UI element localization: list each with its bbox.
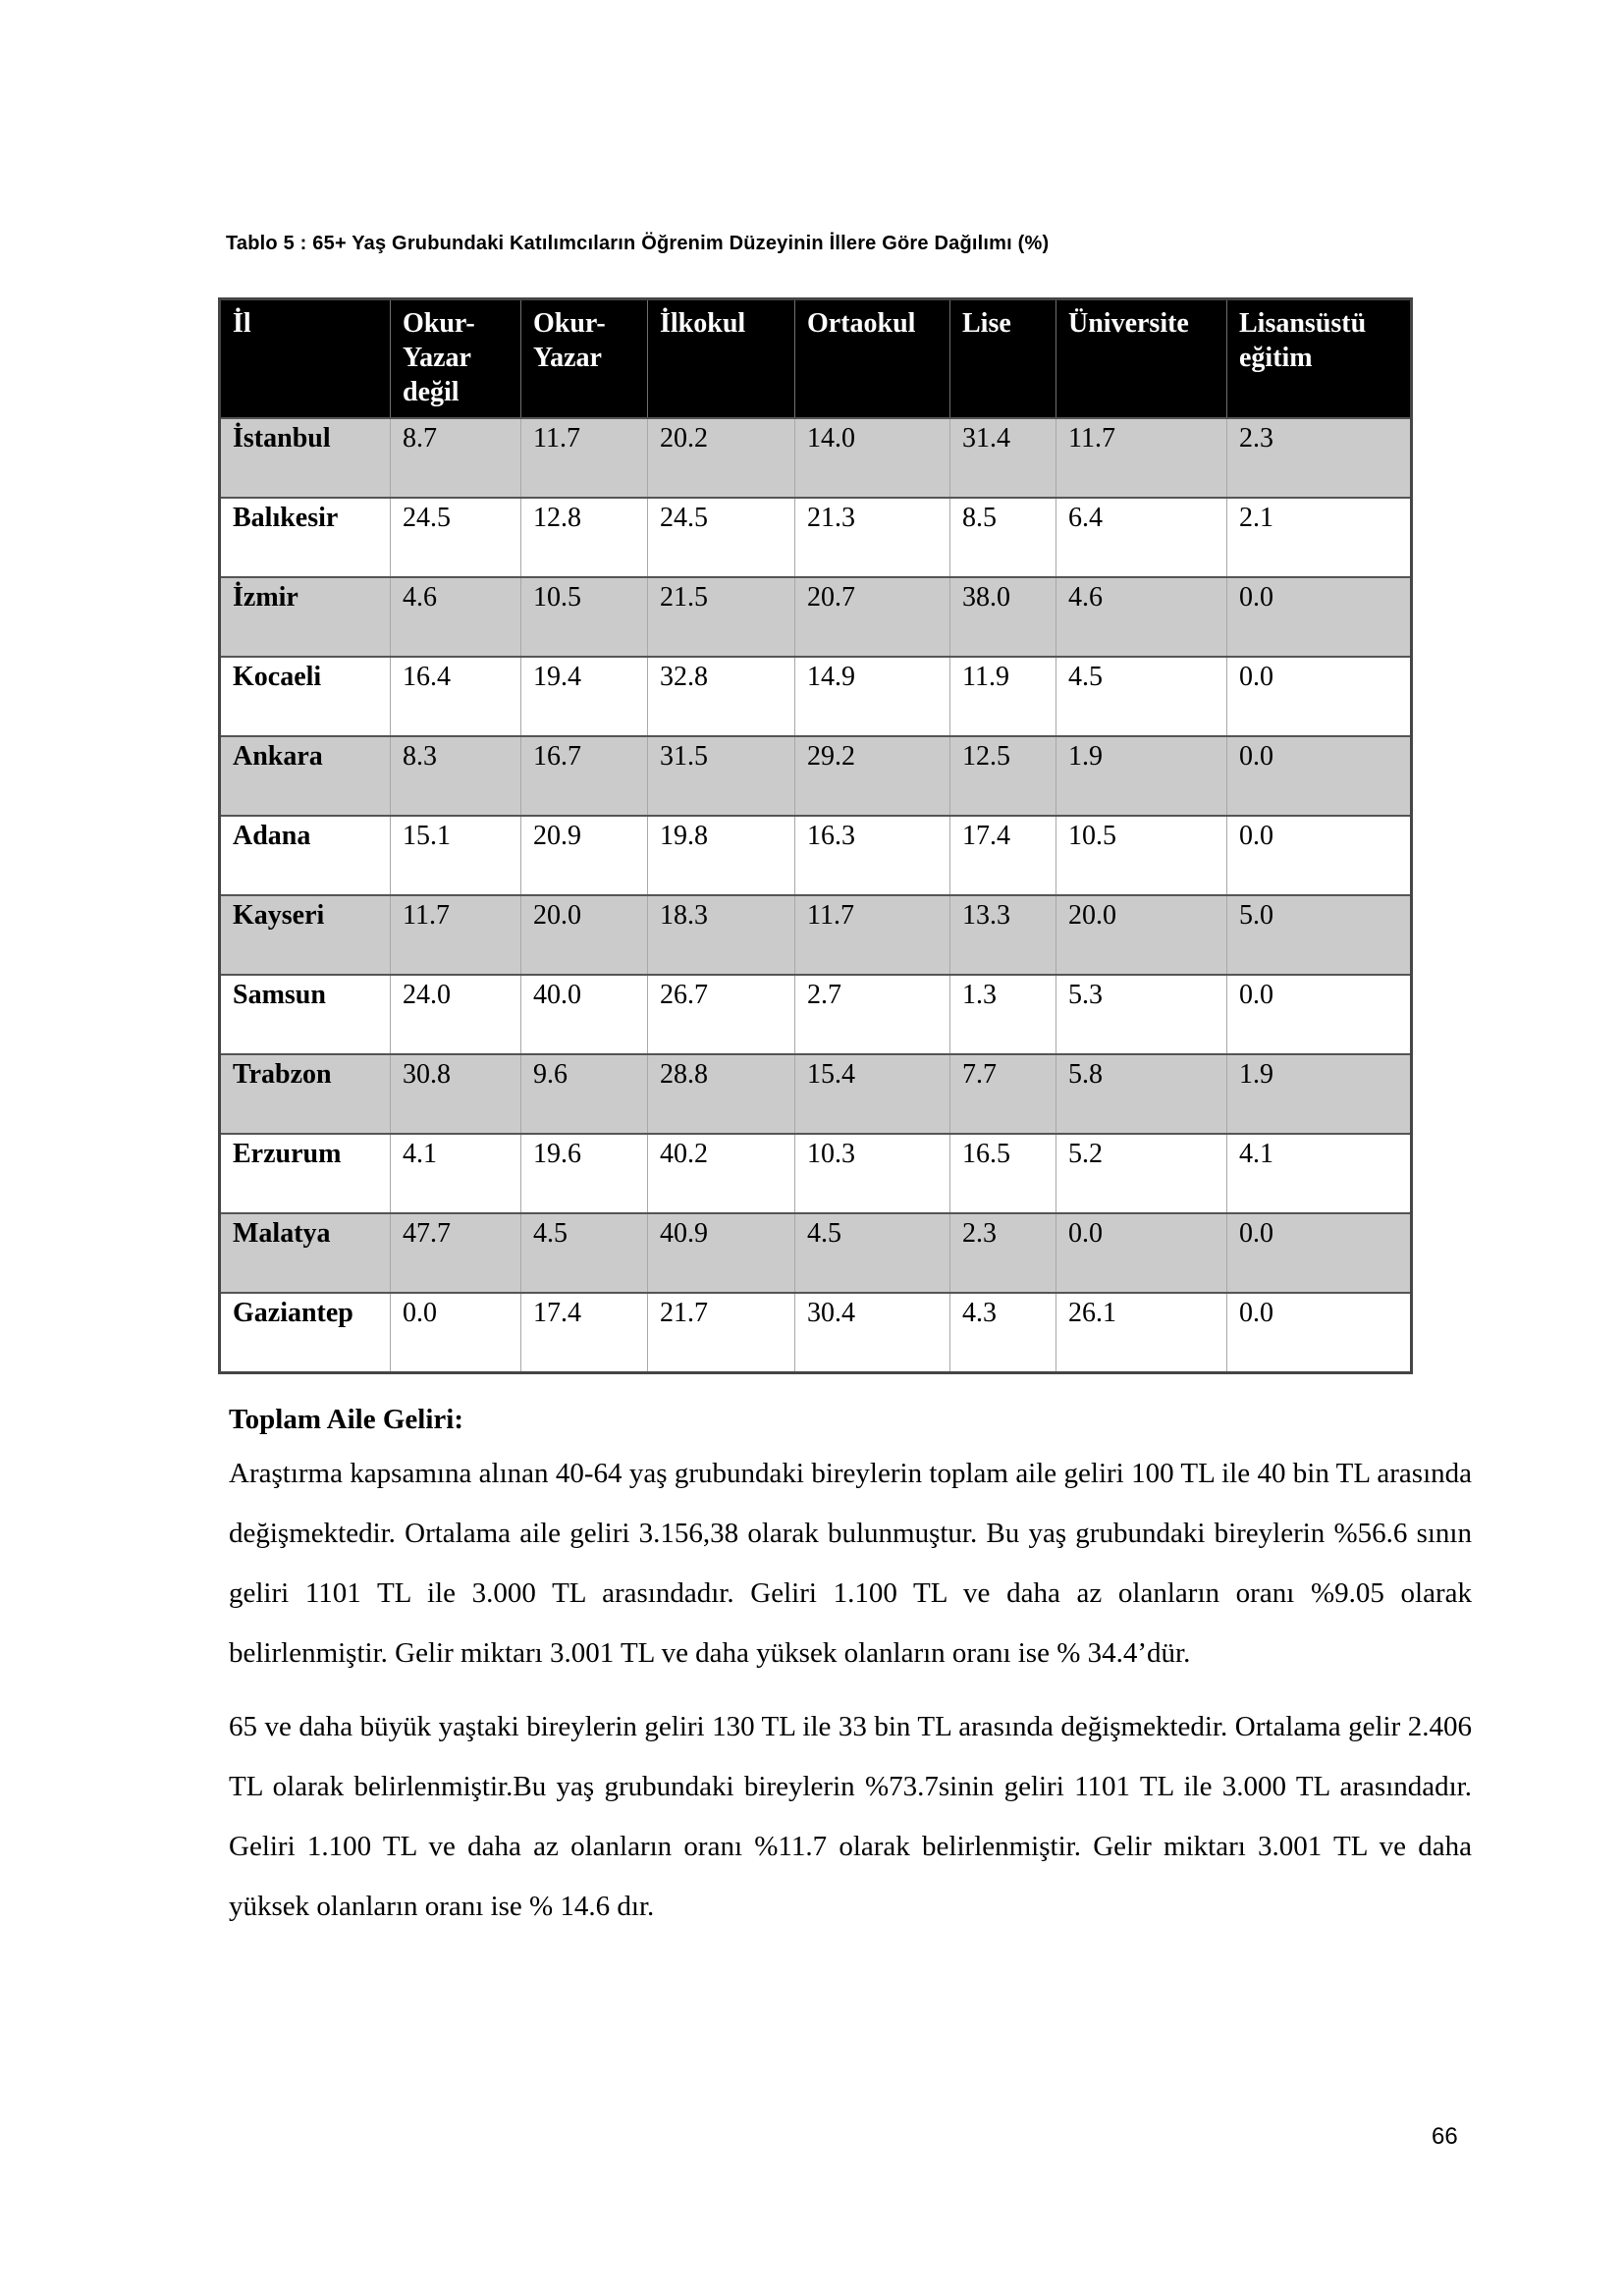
value-cell: 12.5 [950, 736, 1056, 816]
value-cell: 0.0 [1227, 577, 1412, 657]
column-header: Üniversite [1056, 299, 1227, 419]
value-cell: 11.7 [1056, 418, 1227, 498]
province-name: Kayseri [220, 895, 391, 975]
value-cell: 4.3 [950, 1293, 1056, 1373]
value-cell: 0.0 [1056, 1213, 1227, 1293]
value-cell: 5.2 [1056, 1134, 1227, 1213]
table-row [220, 816, 1412, 895]
value-cell: 20.9 [521, 816, 648, 895]
column-header: Lisansüstü eğitim [1227, 299, 1412, 419]
value-cell: 16.5 [950, 1134, 1056, 1213]
column-header: İl [220, 299, 391, 419]
value-cell: 5.8 [1056, 1054, 1227, 1134]
column-header: İlkokul [648, 299, 795, 419]
value-cell: 2.3 [1227, 418, 1412, 498]
value-cell: 1.9 [1056, 736, 1227, 816]
value-cell: 2.1 [1227, 498, 1412, 577]
value-cell: 40.2 [648, 1134, 795, 1213]
value-cell: 1.3 [950, 975, 1056, 1054]
value-cell: 11.9 [950, 657, 1056, 736]
table-caption: Tablo 5 : 65+ Yaş Grubundaki Katılımcıların Öğrenim Düzeyinin İllere Göre Dağılımı (%) [226, 233, 1050, 254]
value-cell: 21.5 [648, 577, 795, 657]
table-row [220, 498, 1412, 577]
value-cell: 10.5 [1056, 816, 1227, 895]
value-cell: 26.1 [1056, 1293, 1227, 1373]
value-cell: 16.3 [795, 816, 950, 895]
value-cell: 24.5 [648, 498, 795, 577]
value-cell: 31.4 [950, 418, 1056, 498]
value-cell: 40.9 [648, 1213, 795, 1293]
value-cell: 19.4 [521, 657, 648, 736]
value-cell: 4.1 [391, 1134, 521, 1213]
value-cell: 5.0 [1227, 895, 1412, 975]
column-header: Lise [950, 299, 1056, 419]
value-cell: 19.6 [521, 1134, 648, 1213]
value-cell: 0.0 [1227, 1293, 1412, 1373]
value-cell: 32.8 [648, 657, 795, 736]
value-cell: 8.5 [950, 498, 1056, 577]
value-cell: 9.6 [521, 1054, 648, 1134]
province-name: Malatya [220, 1213, 391, 1293]
value-cell: 11.7 [391, 895, 521, 975]
value-cell: 0.0 [1227, 816, 1412, 895]
value-cell: 10.3 [795, 1134, 950, 1213]
value-cell: 14.0 [795, 418, 950, 498]
value-cell: 12.8 [521, 498, 648, 577]
province-name: Trabzon [220, 1054, 391, 1134]
value-cell: 29.2 [795, 736, 950, 816]
column-header: Okur-Yazar [521, 299, 648, 419]
value-cell: 30.8 [391, 1054, 521, 1134]
table-body [220, 418, 1412, 1373]
value-cell: 28.8 [648, 1054, 795, 1134]
table-row [220, 895, 1412, 975]
value-cell: 20.7 [795, 577, 950, 657]
table-row [220, 975, 1412, 1054]
value-cell: 4.6 [391, 577, 521, 657]
value-cell: 4.5 [795, 1213, 950, 1293]
value-cell: 16.7 [521, 736, 648, 816]
table-row [220, 657, 1412, 736]
province-name: Ankara [220, 736, 391, 816]
value-cell: 4.1 [1227, 1134, 1412, 1213]
value-cell: 10.5 [521, 577, 648, 657]
table-header-row [220, 299, 1412, 419]
value-cell: 30.4 [795, 1293, 950, 1373]
value-cell: 11.7 [521, 418, 648, 498]
value-cell: 18.3 [648, 895, 795, 975]
table-row [220, 1134, 1412, 1213]
value-cell: 0.0 [1227, 736, 1412, 816]
income-section [229, 1395, 1472, 1950]
value-cell: 20.0 [521, 895, 648, 975]
table-row [220, 1213, 1412, 1293]
table-row [220, 418, 1412, 498]
paragraphs-container [229, 1444, 1472, 1937]
value-cell: 21.3 [795, 498, 950, 577]
province-name: Samsun [220, 975, 391, 1054]
value-cell: 20.0 [1056, 895, 1227, 975]
province-name: Gaziantep [220, 1293, 391, 1373]
province-name: Adana [220, 816, 391, 895]
value-cell: 1.9 [1227, 1054, 1412, 1134]
value-cell: 20.2 [648, 418, 795, 498]
table-row [220, 577, 1412, 657]
value-cell: 16.4 [391, 657, 521, 736]
value-cell: 4.5 [1056, 657, 1227, 736]
education-by-province-table [218, 297, 1413, 1374]
value-cell: 31.5 [648, 736, 795, 816]
value-cell: 8.3 [391, 736, 521, 816]
province-name: Kocaeli [220, 657, 391, 736]
page-number: 66 [1432, 2123, 1458, 2150]
value-cell: 0.0 [391, 1293, 521, 1373]
value-cell: 21.7 [648, 1293, 795, 1373]
value-cell: 24.5 [391, 498, 521, 577]
value-cell: 13.3 [950, 895, 1056, 975]
value-cell: 15.4 [795, 1054, 950, 1134]
body-paragraph: Araştırma kapsamına alınan 40-64 yaş grubundaki bireylerin toplam aile geliri 100 TL ile 40 bin TL arasında değişmektedir. Ortalama aile geliri 3.156,38 olarak bulunmuştur. Bu yaş grubundaki bireylerin %56.6 sının geliri 1101 TL ile 3.000 TL arasındadır. Geliri 1.100 TL ve daha az olanların oranı %9.05 olarak belirlenmiştir. Gelir miktarı 3.001 TL ve daha yüksek olanların oranı ise % 34.4’dür. [229, 1458, 1472, 1669]
table-row [220, 1293, 1412, 1373]
value-cell: 4.6 [1056, 577, 1227, 657]
value-cell: 0.0 [1227, 657, 1412, 736]
value-cell: 17.4 [950, 816, 1056, 895]
value-cell: 8.7 [391, 418, 521, 498]
value-cell: 2.3 [950, 1213, 1056, 1293]
value-cell: 40.0 [521, 975, 648, 1054]
value-cell: 14.9 [795, 657, 950, 736]
value-cell: 15.1 [391, 816, 521, 895]
table-row [220, 1054, 1412, 1134]
province-name: İstanbul [220, 418, 391, 498]
province-name: Balıkesir [220, 498, 391, 577]
table-row [220, 736, 1412, 816]
body-paragraph: 65 ve daha büyük yaştaki bireylerin geliri 130 TL ile 33 bin TL arasında değişmektedir. Ortalama gelir 2.406 TL olarak belirlenmiştir.Bu yaş grubundaki bireylerin %73.7sinin geliri 1101 TL ile 3.000 TL arasındadır. Geliri 1.100 TL ve daha az olanların oranı %11.7 olarak belirlenmiştir. Gelir miktarı 3.001 TL ve daha yüksek olanların oranı ise % 14.6 dır. [229, 1711, 1472, 1922]
province-name: Erzurum [220, 1134, 391, 1213]
column-header: Ortaokul [795, 299, 950, 419]
value-cell: 17.4 [521, 1293, 648, 1373]
value-cell: 7.7 [950, 1054, 1056, 1134]
value-cell: 4.5 [521, 1213, 648, 1293]
value-cell: 47.7 [391, 1213, 521, 1293]
value-cell: 24.0 [391, 975, 521, 1054]
value-cell: 6.4 [1056, 498, 1227, 577]
value-cell: 26.7 [648, 975, 795, 1054]
value-cell: 5.3 [1056, 975, 1227, 1054]
value-cell: 2.7 [795, 975, 950, 1054]
value-cell: 38.0 [950, 577, 1056, 657]
column-header: Okur-Yazar değil [391, 299, 521, 419]
value-cell: 0.0 [1227, 975, 1412, 1054]
value-cell: 0.0 [1227, 1213, 1412, 1293]
section-heading: Toplam Aile Geliri: [229, 1404, 463, 1435]
province-name: İzmir [220, 577, 391, 657]
value-cell: 11.7 [795, 895, 950, 975]
value-cell: 19.8 [648, 816, 795, 895]
